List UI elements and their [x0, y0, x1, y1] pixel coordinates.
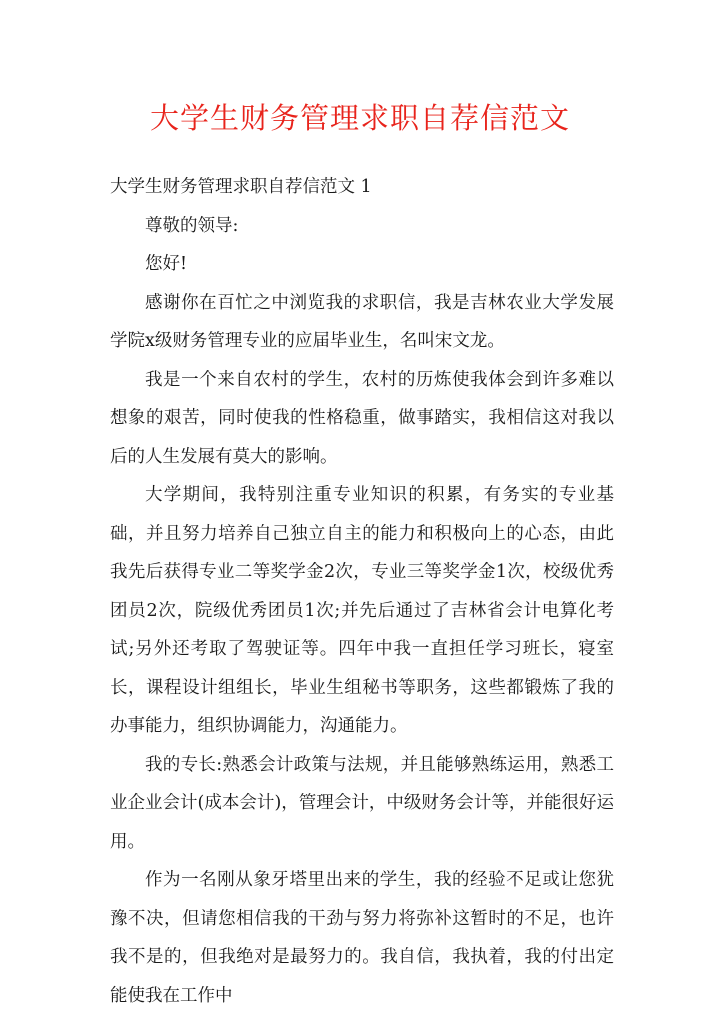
paragraph: 我是一个来自农村的学生，农村的历炼使我体会到许多难以想象的艰苦，同时使我的性格稳重，做事踏实，我相信这对我以后的人生发展有莫大的影响。: [110, 369, 614, 467]
paragraph: 感谢你在百忙之中浏览我的求职信，我是吉林农业大学发展学院x级财务管理专业的应届毕业生，名叫宋文龙。: [110, 292, 614, 351]
paragraph: 我的专长:熟悉会计政策与法规，并且能够熟练运用，熟悉工业企业会计(成本会计)，管理会计，中级财务会计等，并能很好运用。: [110, 754, 614, 852]
document-body: [110, 168, 614, 1015]
document-title: 大学生财务管理求职自荐信范文: [149, 101, 570, 135]
section-heading: 大学生财务管理求职自荐信范文 1: [110, 177, 372, 197]
paragraph: 作为一名刚从象牙塔里出来的学生，我的经验不足或让您犹豫不决，但请您相信我的干劲与努力将弥补这暂时的不足，也许我不是的，但我绝对是最努力的。我自信，我执着，我的付出定能使我在工作中: [110, 870, 614, 1006]
salutation: 尊敬的领导:: [145, 215, 239, 236]
paragraph: 大学期间，我特别注重专业知识的积累，有务实的专业基础，并且努力培养自己独立自主的能力和积极向上的心态，由此我先后获得专业二等奖学金2次，专业三等奖学金1次，校级优秀团员2次，院级优秀团员1次;并先后通过了吉林省会计电算化考试;另外还考取了驾驶证等。四年中我一直担任学习班长，寝室长，课程设计组组长，毕业生组秘书等职务，这些都锻炼了我的办事能力，组织协调能力，沟通能力。: [110, 485, 614, 736]
greeting: 您好!: [145, 254, 188, 274]
